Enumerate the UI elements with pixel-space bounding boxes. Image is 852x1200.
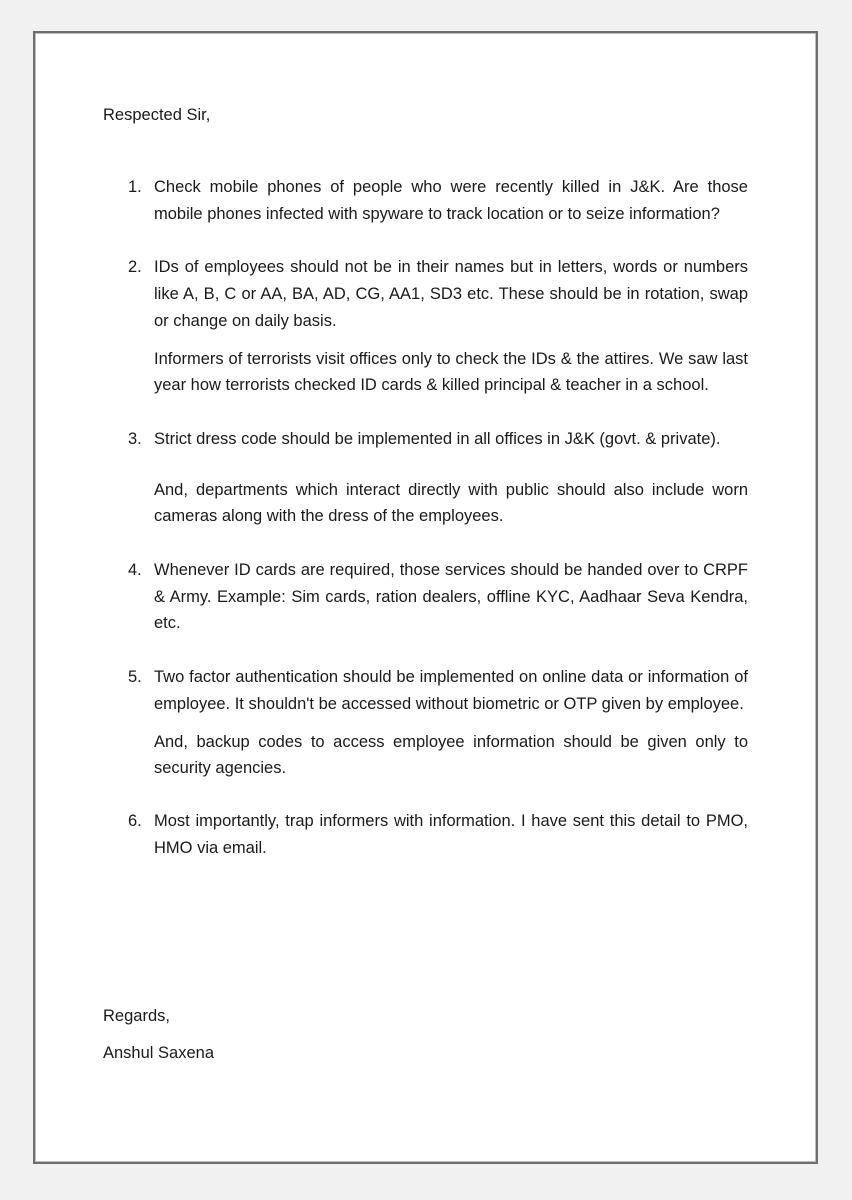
signature-name: Anshul Saxena (103, 1044, 214, 1062)
list-item (128, 426, 748, 530)
item-paragraph: Check mobile phones of people who were recently killed in J&K. Are those mobile phones infected with spyware to track location or to seize information? (154, 178, 748, 223)
list-item (128, 664, 748, 782)
item-number: 4. (128, 561, 142, 580)
point-list (128, 174, 748, 861)
list-item (128, 174, 748, 227)
item-paragraph: Two factor authentication should be implemented on online data or information of employee. It shouldn't be accessed without biometric or OTP given by employee. (154, 668, 748, 713)
list-item (128, 557, 748, 637)
item-number: 5. (128, 668, 142, 687)
item-paragraph: Most importantly, trap informers with information. I have sent this detail to PMO, HMO via email. (154, 811, 748, 857)
item-paragraph: Whenever ID cards are required, those services should be handed over to CRPF & Army. Example: Sim cards, ration dealers, offline KYC, Aadhaar Seva Kendra, etc. (154, 561, 748, 633)
item-paragraph: And, departments which interact directly with public should also include worn cameras along with the dress of the employees. (154, 480, 748, 526)
item-number: 2. (128, 258, 142, 277)
item-number: 3. (128, 429, 142, 448)
salutation: Respected Sir, (103, 106, 211, 124)
item-paragraph: And, backup codes to access employee information should be given only to security agencies. (154, 732, 748, 778)
closing: Regards, (103, 1007, 170, 1025)
item-paragraph: Strict dress code should be implemented in all offices in J&K (govt. & private). (154, 429, 721, 448)
list-item (128, 254, 748, 399)
item-number: 6. (128, 811, 142, 830)
item-paragraph: Informers of terrorists visit offices only to check the IDs & the attires. We saw last year how terrorists checked ID cards & killed principal & teacher in a school. (154, 349, 748, 395)
item-paragraph: IDs of employees should not be in their names but in letters, words or numbers like A, B, C or AA, BA, AD, CG, AA1, SD3 etc. These should be in rotation, swap or change on daily basis. (154, 258, 748, 330)
item-number: 1. (128, 178, 142, 196)
list-item (128, 808, 748, 861)
